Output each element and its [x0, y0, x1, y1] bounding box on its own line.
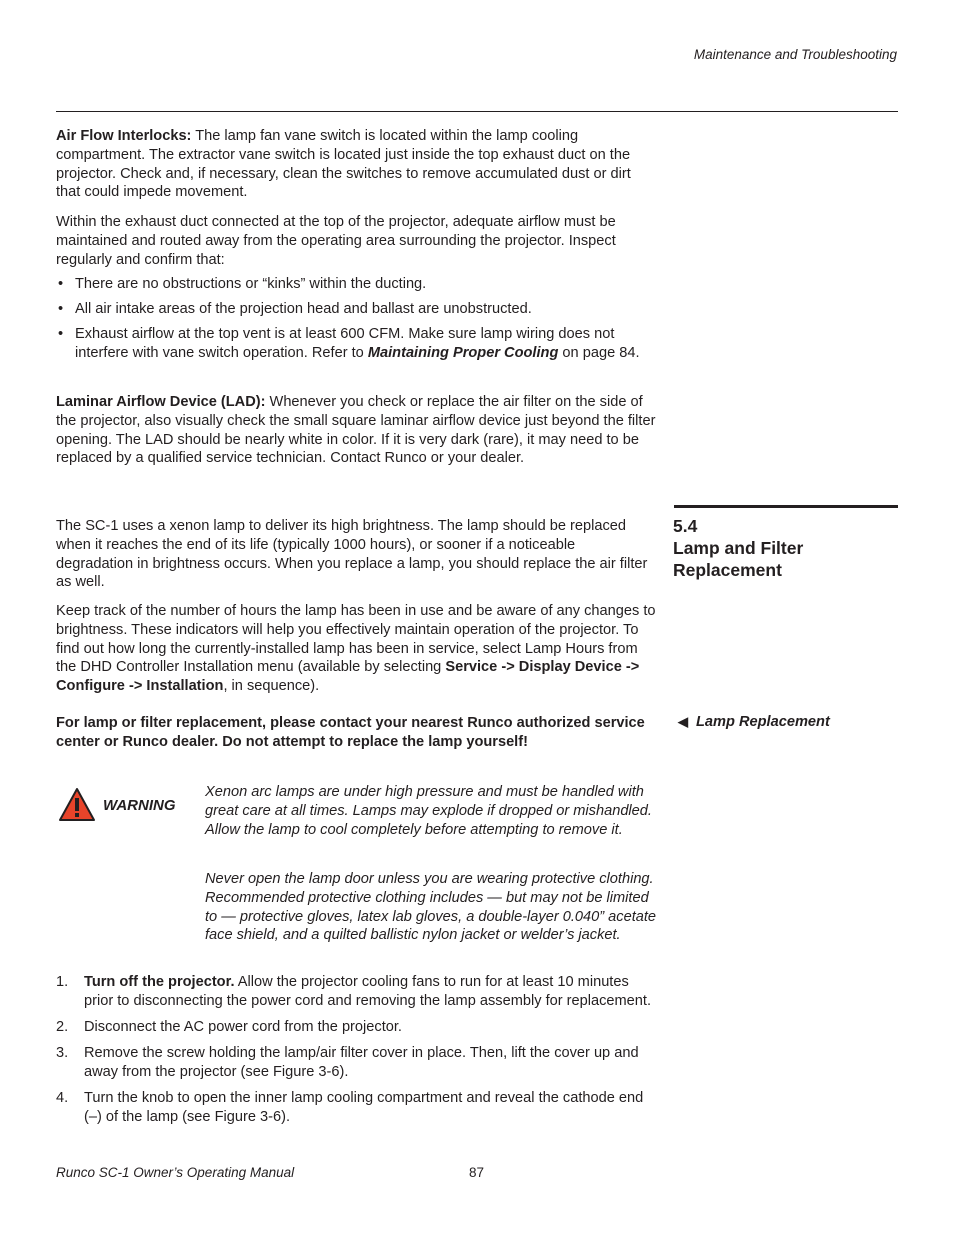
warning-paragraph-1: Xenon arc lamps are under high pressure and must be handled with great care at all times. Lamps may explode if dropped or mishandled. Allow the lamp to cool completely before attempting to remove it.	[205, 784, 652, 838]
list-item	[56, 300, 656, 319]
airflow-paragraph	[56, 127, 656, 202]
warning-paragraph-2: Never open the lamp door unless you are wearing protective clothing. Recommended protective clothing includes — but may not be limited to — protective gloves, latex lab gloves, a double-layer 0.040” acetate face shield, and a quilted ballistic nylon jacket or welder’s jacket.	[205, 871, 657, 944]
step-number: 2.	[56, 1019, 69, 1036]
airflow-label: Air Flow Interlocks:	[56, 128, 192, 144]
list-item	[56, 325, 656, 363]
hours-text: Keep track of the number of hours the lamp has been in use and be aware of any changes to brightness. These indicators will help you effectively maintain operation of the projector. To find out how long the currently-installed lamp has been in service, select Lamp Hours from the DHD Controller Installation menu (available by selecting	[56, 603, 656, 676]
airflow-text: The lamp fan vane switch is located within the lamp cooling compartment. The extractor vane switch is located just inside the top exhaust duct on the projector. Check and, if necessary, clean the switches to remove accumulated dust or dirt that could impede movement.	[56, 128, 631, 201]
bullet-icon: •	[58, 325, 64, 342]
page-number: 87	[469, 1165, 485, 1180]
step-bold: Turn off the projector.	[84, 974, 235, 990]
lad-text: Whenever you check or replace the air filter on the side of the projector, also visually check the small square laminar airflow device just beyond the filter opening. The LAD should be nearly white in color. If it is very dark (rare), it may need to be replaced by a qualified service technician. Contact Runco or your dealer.	[56, 394, 656, 467]
list-item	[56, 275, 656, 294]
header-rule	[56, 111, 898, 112]
hours-text-after: , in sequence).	[223, 678, 320, 695]
replacement-notice-text: For lamp or filter replacement, please contact your nearest Runco authorized service center or Runco dealer. Do not attempt to replace the lamp yourself!	[56, 715, 645, 750]
warning-triangle-icon	[58, 787, 96, 823]
step-text: Turn the knob to open the inner lamp cooling compartment and reveal the cathode end (–) of the lamp (see Figure 3-6).	[84, 1090, 644, 1126]
list-item-text: There are no obstructions or “kinks” within the ducting.	[75, 276, 427, 292]
step-text: Disconnect the AC power cord from the projector.	[84, 1019, 402, 1036]
warning-label: WARNING	[103, 797, 176, 814]
replacement-notice	[56, 714, 656, 752]
side-heading-text: Lamp Replacement	[696, 714, 830, 730]
step-number: 4.	[56, 1090, 69, 1107]
step-item	[56, 1018, 656, 1037]
lamp-intro-text: The SC-1 uses a xenon lamp to deliver its high brightness. The lamp should be replaced when it reaches the end of its life (typically 1000 hours), or sooner if a noticeable degradation in brightness occurs. When you replace a lamp, you should replace the air filter as well.	[56, 518, 648, 591]
list-item-text: All air intake areas of the projection head and ballast are unobstructed.	[75, 300, 532, 317]
section-title: Lamp and Filter Replacement	[673, 538, 804, 580]
left-arrow-icon: ◀	[678, 714, 688, 729]
exhaust-intro	[56, 213, 656, 269]
step-number: 1.	[56, 974, 69, 990]
lad-paragraph	[56, 393, 656, 468]
step-item	[56, 973, 656, 1011]
cross-reference-link[interactable]: Maintaining Proper Cooling	[367, 344, 559, 361]
running-header: Maintenance and Troubleshooting	[693, 47, 897, 62]
lamp-intro	[56, 517, 656, 592]
exhaust-intro-text: Within the exhaust duct connected at the top of the projector, adequate airflow must be maintained and routed away from the operating area surrounding the projector. Inspect regularly and confirm that:	[56, 214, 616, 268]
section-rule	[674, 505, 898, 508]
section-number: 5.4	[673, 516, 698, 536]
inspection-list	[56, 275, 656, 369]
step-text: Remove the screw holding the lamp/air filter cover in place. Then, lift the cover up and away from the projector (see Figure 3-6).	[84, 1045, 639, 1081]
side-heading	[678, 714, 830, 730]
list-item-text: Exhaust airflow at the top vent is at least 600 CFM. Make sure lamp wiring does not interfere with vane switch operation. Refer to	[75, 325, 615, 361]
hours-paragraph	[56, 602, 656, 696]
bullet-icon: •	[58, 300, 64, 317]
replacement-steps	[56, 973, 656, 1135]
step-text: Allow the projector cooling fans to run for at least 10 minutes prior to disconnecting the power cord and removing the lamp assembly for replacement.	[84, 974, 652, 1009]
bullet-icon: •	[58, 276, 64, 292]
list-item-text: on page 84.	[558, 344, 640, 361]
step-number: 3.	[56, 1045, 69, 1062]
menu-path: Service -> Display Device -> Configure -> Installation	[56, 659, 640, 695]
footer-manual-title: Runco SC-1 Owner’s Operating Manual	[56, 1165, 295, 1180]
step-item	[56, 1044, 656, 1082]
step-item	[56, 1089, 656, 1127]
lad-label: Laminar Airflow Device (LAD):	[56, 394, 266, 410]
